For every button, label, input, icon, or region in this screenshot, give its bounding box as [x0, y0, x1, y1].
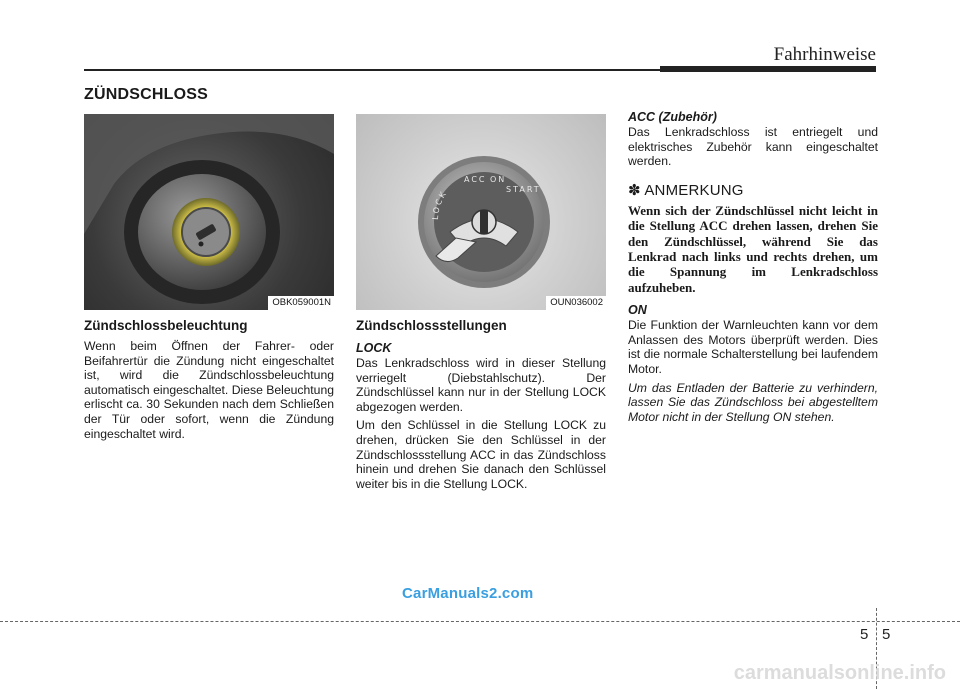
label-start: START: [506, 185, 541, 194]
paragraph-acc: Das Lenkradschloss ist entriegelt und elektrisches Zubehör kann eingeschaltet werden.: [628, 125, 878, 169]
ignition-switch-illustration: [356, 114, 606, 310]
label-lock: LOCK: [430, 188, 449, 221]
paragraph-lock-1: Das Lenkradschloss wird in dieser Stellung verriegelt (Diebstahlschutz). Der Zündschlüssel kann nur in der Stellung LOCK abgezogen werden.: [356, 356, 606, 414]
note-text: Wenn sich der Zündschlüssel nicht leicht in die Stellung ACC drehen lassen, drehen Sie den Zündschlüssel, während Sie das Lenkrad nach links und rechts drehen, um die Spannung im Lenkradschloss aufzuheben.: [628, 202, 878, 295]
subheading-ignition-positions: Zündschlossstellungen: [356, 318, 507, 333]
header-rule-thick: [660, 66, 876, 72]
paragraph-lock-2: Um den Schlüssel in die Stellung LOCK zu drehen, drücken Sie den Schlüssel in der Zündschlossstellung ACC in das Zündschloss hinein und drehen Sie danach den Schlüssel weiter bis in die Stellung LOCK.: [356, 418, 606, 491]
paragraph-ignition-illumination: Wenn beim Öffnen der Fahrer- oder Beifahrertür die Zündung nicht eingeschaltet ist, wird die Zündschlossbeleuchtung automatisch eingeschaltet. Diese Beleuchtung erlischt ca. 30 Sekunden nach dem Schließen der Tür oder sofort, wenn die Zündung eingeschaltet wird.: [84, 339, 334, 441]
ignition-lock-illustration: [84, 114, 334, 310]
header-rule-thin: [84, 69, 660, 71]
note-icon: ✽: [628, 181, 641, 199]
page-number-page: 5: [882, 626, 891, 643]
column-ignition-positions: [356, 114, 606, 495]
label-lock-heading: LOCK: [356, 341, 392, 355]
figure-ignition-positions: [356, 114, 606, 310]
note-heading: [628, 181, 878, 199]
page-number-chapter: 5: [860, 626, 869, 643]
label-on-heading: ON: [628, 303, 647, 318]
paragraph-on: Die Funktion der Warnleuchten kann vor dem Anlassen des Motors überprüft werden. Dies ist die normale Schalterstellung bei laufendem Motor.: [628, 318, 878, 376]
section-title: ZÜNDSCHLOSS: [84, 86, 208, 103]
figure-code: OUN036002: [546, 296, 606, 310]
paragraph-on-warning: Um das Entladen der Batterie zu verhindern, lassen Sie das Zündschloss bei abgestelltem Motor nicht in der Stellung ON stehen.: [628, 380, 878, 424]
figure-ignition-illumination: [84, 114, 334, 310]
label-acc: ACC: [464, 175, 487, 184]
footer-watermark: carmanualsonline.info: [733, 662, 946, 684]
note-heading-text: ANMERKUNG: [644, 181, 744, 199]
column-acc-on: [628, 110, 878, 428]
watermark-link[interactable]: CarManuals2.com: [402, 585, 534, 602]
label-on: ON: [490, 175, 507, 184]
header-title: Fahrhinweise: [773, 44, 876, 65]
figure-code: OBK059001N: [268, 296, 334, 310]
column-ignition-light: [84, 114, 334, 445]
footer-divider: [0, 621, 960, 622]
label-acc-heading: ACC (Zubehör): [628, 110, 717, 124]
subheading-ignition-illumination: Zündschlossbeleuchtung: [84, 318, 248, 333]
